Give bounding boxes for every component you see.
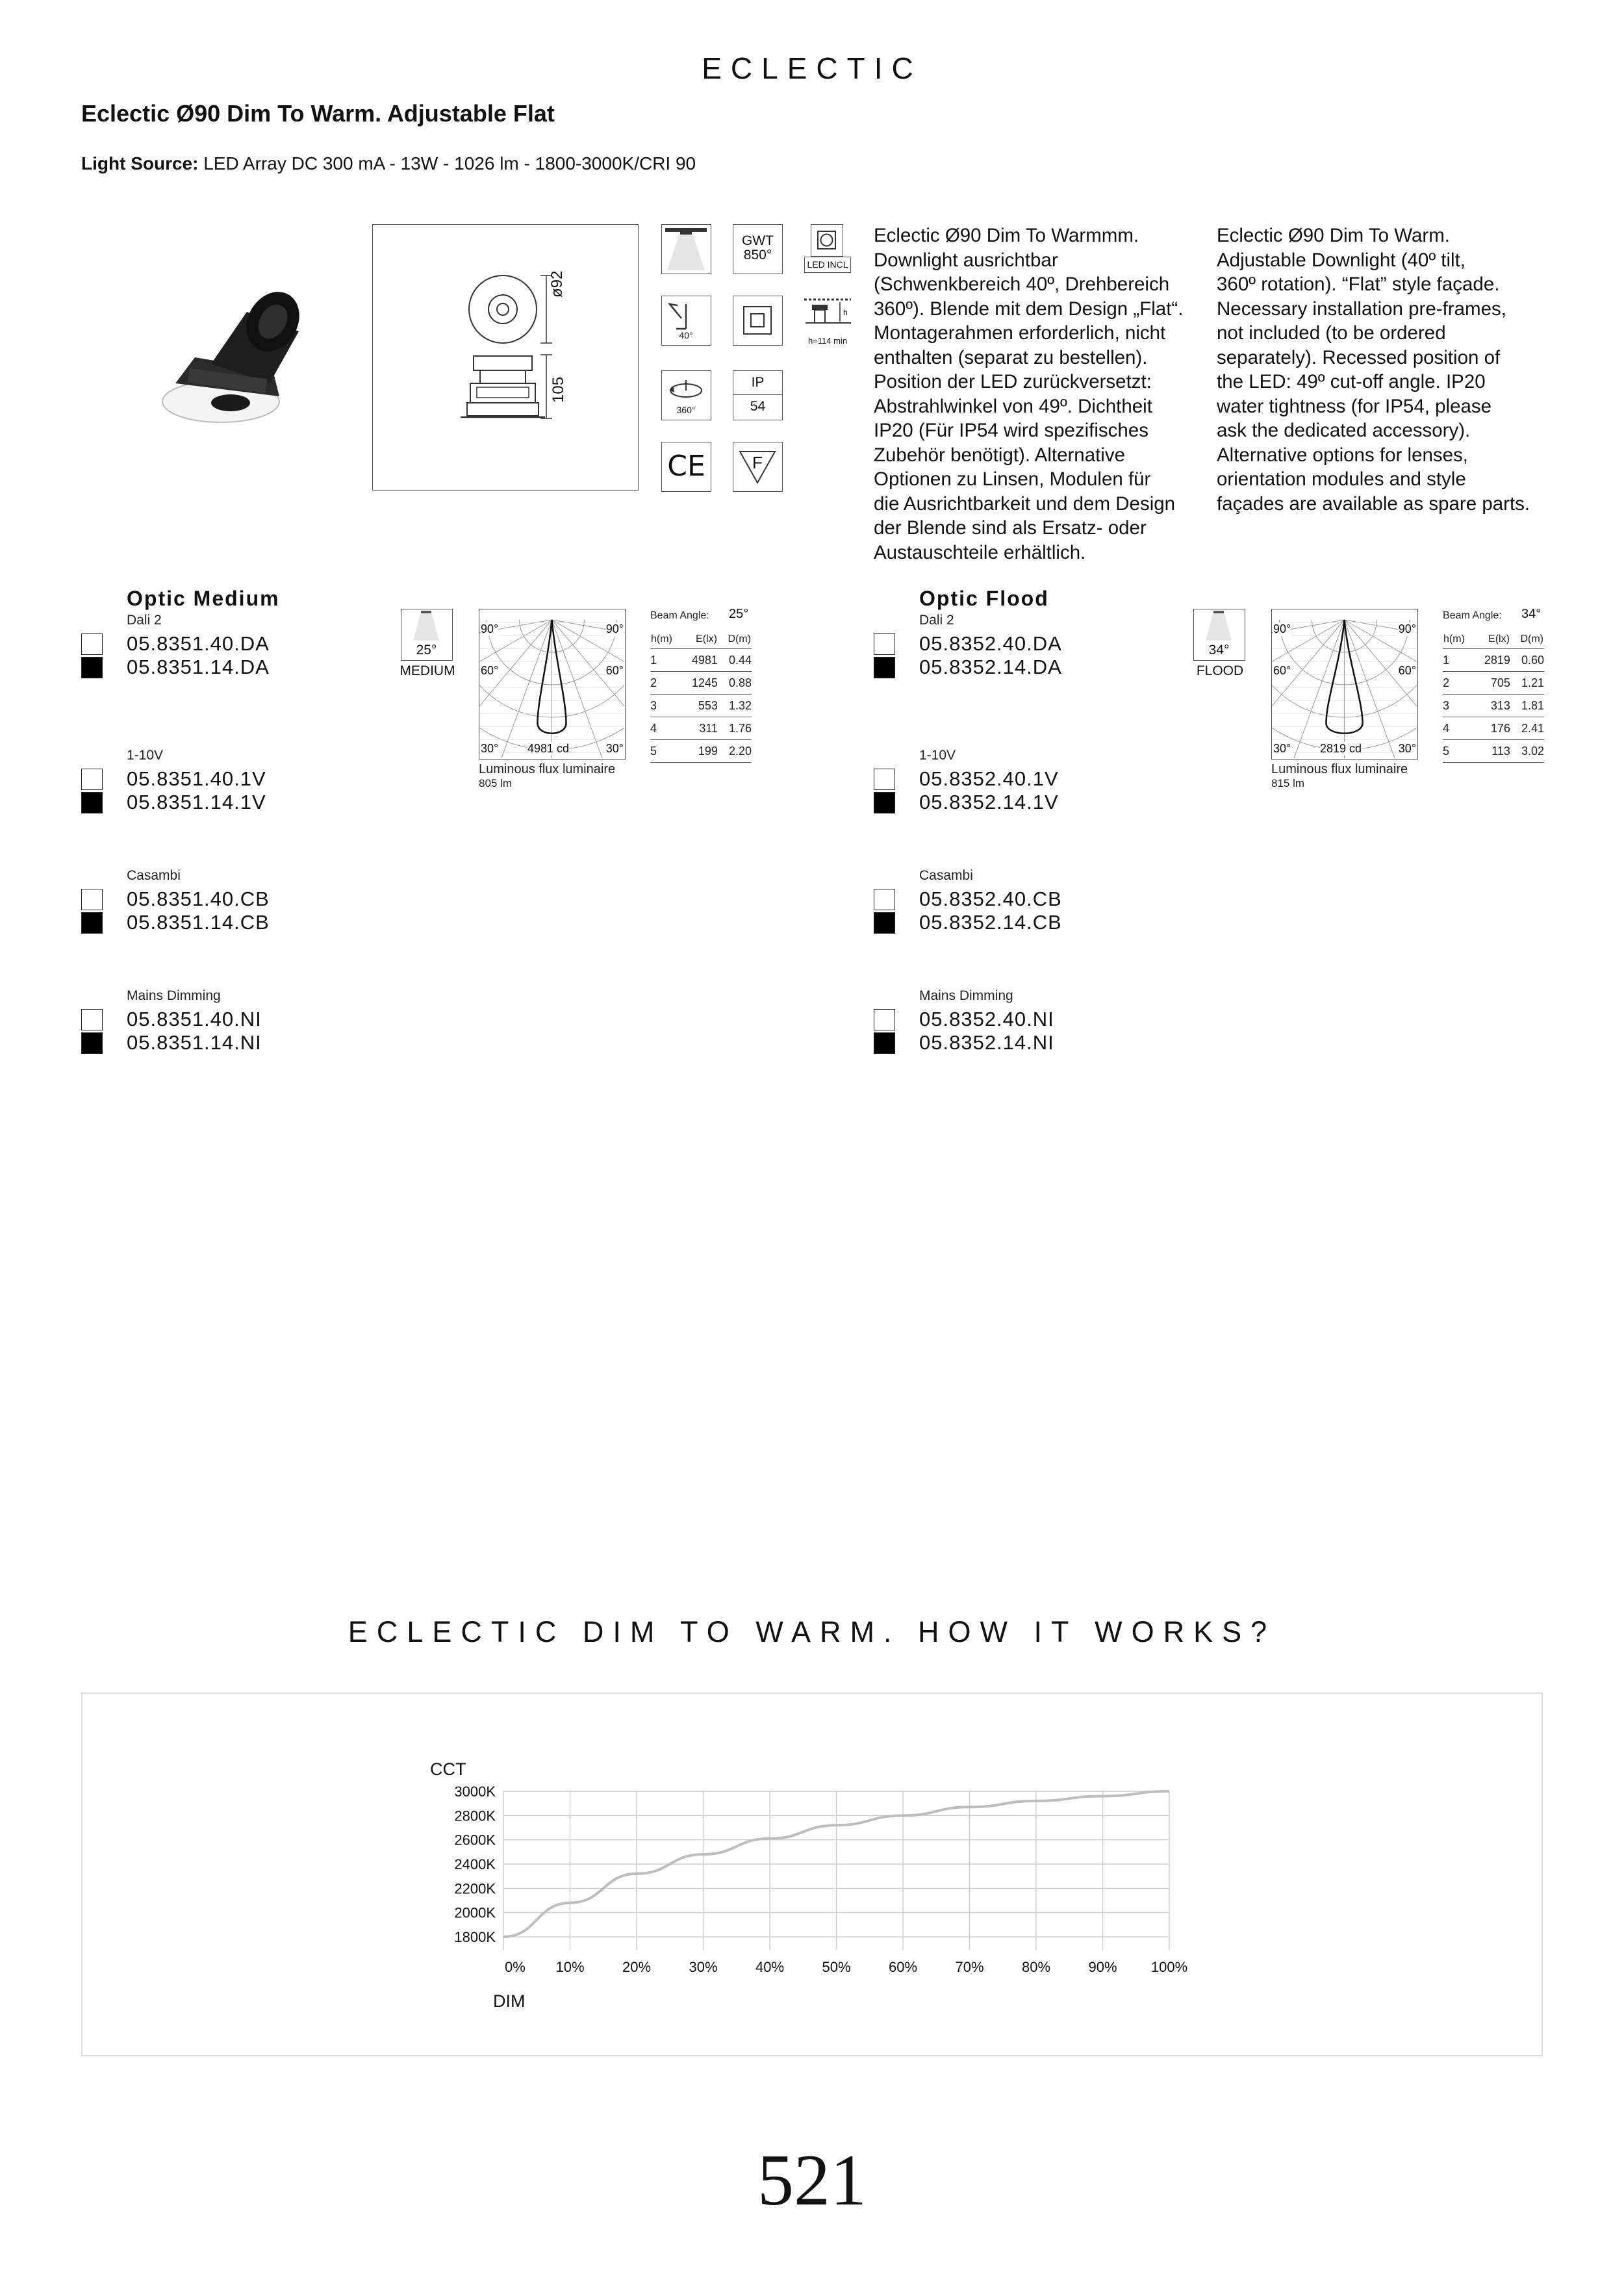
- illuminance-table-header: [650, 630, 752, 649]
- product-code: 05.8352.40.CB: [919, 888, 1062, 910]
- illuminance-table-heading: h(m): [1443, 633, 1465, 645]
- y-tick-label: 2400K: [454, 1856, 496, 1872]
- illuminance-table-cell: 113: [1491, 744, 1510, 758]
- illuminance-table-cell: 5: [650, 744, 657, 758]
- polar-diagram: [479, 609, 626, 760]
- y-tick-label: 1800K: [454, 1929, 496, 1945]
- y-tick-label: 2000K: [454, 1904, 496, 1921]
- illuminance-table-cell: 0.88: [728, 676, 752, 689]
- ce-mark-label: CE: [667, 450, 705, 483]
- led-included-label: LED INCL: [804, 257, 851, 273]
- y-tick-label: 3000K: [454, 1783, 496, 1800]
- gwt-label: GWT: [742, 233, 774, 248]
- gwt-value: 850°: [743, 248, 772, 262]
- x-tick-label: 70%: [955, 1959, 984, 1975]
- dimension-drawing: [372, 224, 639, 491]
- polar-label: 4981 cd: [527, 742, 570, 755]
- light-source-label: Light Source:: [81, 153, 199, 173]
- product-code: 05.8351.40.DA: [127, 632, 270, 655]
- illuminance-table-cell: 4: [1443, 721, 1450, 735]
- light-source-value: LED Array DC 300 mA - 13W - 1026 lm - 1800-3000K/CRI 90: [198, 153, 696, 173]
- polar-label: 90°: [1273, 622, 1291, 635]
- x-tick-label: 30%: [689, 1959, 718, 1975]
- svg-text:h: h: [843, 308, 848, 317]
- beam-angle-icon: [401, 609, 453, 661]
- gwt-icon: [733, 224, 783, 274]
- illuminance-table-cell: 3.02: [1521, 744, 1544, 758]
- control-type-label: Dali 2: [127, 613, 162, 628]
- illuminance-table-cell: 705: [1490, 676, 1510, 689]
- ip-rating-icon: [733, 370, 783, 420]
- product-code: 05.8351.14.1V: [127, 791, 266, 813]
- control-type-label: Mains Dimming: [919, 988, 1013, 1003]
- description-german: Eclectic Ø90 Dim To Warmmm. Downlight ausrichtbar (Schwenkbereich 40º, Drehbereich 360º). Blende mit dem Design „Flat“. Montagerahmen erforderlich, nicht enthalten (separat zu bestellen). Position der LED zurückversetzt: Abstrahlwinkel von 49º. Dichtheit IP20 (Für IP54 wird spezifisches Zubehör benötigt). Alternative Optionen zu Linsen, Modulen für die Ausrichtbarkeit und dem Design der Blende sind als Ersatz- oder Austauschteile erhältlich.: [874, 225, 1184, 563]
- polar-label: 90°: [1398, 622, 1416, 635]
- polar-label: 30°: [481, 742, 499, 755]
- product-code: 05.8352.14.NI: [919, 1031, 1054, 1054]
- illuminance-table-cell: 1: [650, 653, 657, 667]
- x-tick-label: 60%: [888, 1959, 918, 1975]
- illuminance-table-cell: 1.76: [728, 721, 752, 735]
- product-code: 05.8352.14.1V: [919, 791, 1059, 813]
- illuminance-table-cell: 553: [698, 698, 718, 712]
- black-finish-swatch: [81, 912, 103, 934]
- control-type-label: Dali 2: [919, 613, 954, 628]
- x-tick-label: 0%: [505, 1959, 526, 1975]
- ce-mark-icon: [661, 442, 711, 492]
- illuminance-table-row: [1443, 695, 1544, 717]
- beam-type-label: FLOOD: [1196, 663, 1244, 678]
- illuminance-table-row: [650, 649, 752, 672]
- illuminance-table-row: [650, 672, 752, 695]
- y-axis-label: CCT: [430, 1759, 466, 1779]
- white-finish-swatch: [874, 1009, 895, 1030]
- black-finish-swatch: [81, 1032, 103, 1054]
- illuminance-table-heading: D(m): [1520, 633, 1543, 645]
- illuminance-table-row: [1443, 672, 1544, 695]
- product-code: 05.8351.14.CB: [127, 911, 270, 934]
- luminous-flux-label: Luminous flux luminaire: [1271, 762, 1408, 776]
- polar-label: 60°: [1273, 664, 1291, 677]
- product-code: 05.8352.14.CB: [919, 911, 1062, 934]
- illuminance-table-cell: 199: [698, 744, 718, 758]
- control-type-label: Mains Dimming: [127, 988, 221, 1003]
- beam-angle-label: Beam Angle:: [1443, 610, 1502, 621]
- x-axis-label: DIM: [493, 1991, 526, 2011]
- x-tick-label: 40%: [755, 1959, 785, 1975]
- illuminance-table-header: [1443, 630, 1544, 649]
- x-tick-label: 50%: [822, 1959, 851, 1975]
- polar-label: 60°: [605, 664, 624, 677]
- white-finish-swatch: [81, 1009, 103, 1030]
- control-type-label: 1-10V: [919, 748, 956, 763]
- illuminance-table-row: [1443, 717, 1544, 740]
- polar-label: 30°: [1398, 742, 1416, 755]
- illuminance-table-cell: 1.21: [1521, 676, 1544, 689]
- white-finish-swatch: [81, 769, 103, 790]
- polar-label: 90°: [605, 622, 624, 635]
- tilt-icon: [661, 296, 711, 346]
- white-finish-swatch: [874, 769, 895, 790]
- illuminance-table-cell: 2819: [1484, 653, 1510, 667]
- height-dimension-label: 105: [550, 376, 567, 403]
- black-finish-swatch: [874, 657, 895, 678]
- illuminance-table-cell: 311: [699, 721, 718, 735]
- illuminance-table-cell: 313: [1490, 698, 1510, 712]
- black-finish-swatch: [874, 1032, 895, 1054]
- illuminance-table-cell: 1.81: [1521, 698, 1544, 712]
- black-finish-swatch: [81, 657, 103, 678]
- white-finish-swatch: [874, 889, 895, 910]
- polar-diagram: [1271, 609, 1418, 760]
- f-mark-icon: [733, 442, 783, 492]
- illuminance-table-row: [1443, 649, 1544, 672]
- illuminance-table-row: [650, 717, 752, 740]
- polar-label: 60°: [481, 664, 499, 677]
- polar-grid-ray: [1293, 620, 1345, 758]
- rotation-label: 360°: [676, 405, 696, 415]
- f-mark-label: F: [752, 453, 763, 472]
- y-tick-label: 2200K: [454, 1880, 496, 1897]
- polar-label: 30°: [605, 742, 624, 755]
- illuminance-table-cell: 3: [650, 698, 657, 712]
- illuminance-table-cell: 2.41: [1521, 721, 1544, 735]
- recess-height-icon: [804, 296, 851, 354]
- page-number: 521: [757, 2140, 867, 2221]
- x-tick-label: 80%: [1021, 1959, 1051, 1975]
- how-it-works-title: ECLECTIC DIM TO WARM. HOW IT WORKS?: [348, 1615, 1276, 1648]
- beam-type-label: MEDIUM: [400, 663, 455, 678]
- illuminance-table-cell: 4: [650, 721, 657, 735]
- illuminance-table-row: [650, 740, 752, 763]
- illuminance-table-cell: 3: [1443, 698, 1450, 712]
- product-code: 05.8351.14.DA: [127, 656, 270, 678]
- illuminance-table-cell: 2: [1443, 676, 1450, 689]
- optic-title: Optic Flood: [919, 587, 1049, 610]
- illuminance-table-heading: E(lx): [696, 633, 717, 645]
- diameter-dimension-label: ø92: [548, 270, 566, 298]
- control-type-label: Casambi: [127, 868, 181, 883]
- x-tick-label: 20%: [622, 1959, 652, 1975]
- ip-rating-value: 54: [750, 399, 766, 414]
- illuminance-table-row: [650, 695, 752, 717]
- polar-label: 2819 cd: [1320, 742, 1362, 755]
- min-height-label: h=114 min: [807, 336, 848, 346]
- beam-angle-icon-value: 34°: [1208, 643, 1230, 658]
- x-tick-label: 100%: [1150, 1959, 1188, 1975]
- cct-chart: [82, 1694, 1542, 2055]
- product-code: 05.8351.40.1V: [127, 767, 266, 790]
- product-code: 05.8352.40.NI: [919, 1008, 1054, 1030]
- product-code: 05.8351.14.NI: [127, 1031, 262, 1054]
- product-code: 05.8352.40.DA: [919, 632, 1062, 655]
- description-english: Eclectic Ø90 Dim To Warm. Adjustable Downlight (40º tilt, 360º rotation). “Flat” style façade. Necessary installation pre-frames, not included (to be ordered separately). Recessed position of the LED: 49º cut-off angle. IP20 water tightness (for IP54, please ask the dedicated accessory). Alternative options for lenses, orientation modules and style façades are available as spare parts.: [1217, 225, 1530, 515]
- product-photo: [149, 286, 318, 442]
- polar-grid-ray: [501, 620, 552, 758]
- optic-title: Optic Medium: [127, 587, 280, 610]
- luminous-flux-value: 815 lm: [1271, 777, 1305, 789]
- tilt-label: 40°: [679, 330, 693, 340]
- polar-grid-ray: [1345, 620, 1396, 758]
- luminous-flux-label: Luminous flux luminaire: [479, 762, 616, 776]
- beam-angle-icon-value: 25°: [416, 643, 437, 658]
- illuminance-table: [1443, 630, 1544, 763]
- cct-chart-panel: [81, 1693, 1543, 2056]
- illuminance-table-heading: h(m): [651, 633, 672, 645]
- y-tick-label: 2600K: [454, 1832, 496, 1848]
- illuminance-table-row: [1443, 740, 1544, 763]
- downlight-beam-icon: [661, 224, 711, 274]
- polar-label: 30°: [1273, 742, 1291, 755]
- white-finish-swatch: [874, 633, 895, 655]
- luminous-flux-value: 805 lm: [479, 777, 513, 789]
- illuminance-table-cell: 1.32: [728, 698, 752, 712]
- x-tick-label: 90%: [1088, 1959, 1117, 1975]
- polar-label: 90°: [481, 622, 499, 635]
- illuminance-table-cell: 1245: [691, 676, 718, 689]
- control-type-label: 1-10V: [127, 748, 164, 763]
- illuminance-table-heading: D(m): [728, 633, 751, 645]
- illuminance-table-cell: 4981: [691, 653, 718, 667]
- white-finish-swatch: [81, 889, 103, 910]
- product-code: 05.8351.40.NI: [127, 1008, 262, 1030]
- brand-title: ECLECTIC: [702, 51, 922, 85]
- product-code: 05.8352.40.1V: [919, 767, 1059, 790]
- y-tick-label: 2800K: [454, 1808, 496, 1824]
- light-source: [81, 153, 696, 174]
- illuminance-table-cell: 1: [1443, 653, 1450, 667]
- black-finish-swatch: [81, 792, 103, 813]
- beam-angle-value: 34°: [1521, 607, 1542, 621]
- black-finish-swatch: [874, 912, 895, 934]
- illuminance-table-cell: 2: [650, 676, 657, 689]
- control-type-label: Casambi: [919, 868, 973, 883]
- product-title: Eclectic Ø90 Dim To Warm. Adjustable Flat: [81, 100, 555, 127]
- square-frame-icon: [733, 296, 783, 346]
- black-finish-swatch: [874, 792, 895, 813]
- x-tick-label: 10%: [555, 1959, 585, 1975]
- polar-label: 60°: [1398, 664, 1416, 677]
- white-finish-swatch: [81, 633, 103, 655]
- product-code: 05.8351.40.CB: [127, 888, 270, 910]
- illuminance-table-heading: E(lx): [1488, 633, 1510, 645]
- illuminance-table: [650, 630, 752, 763]
- illuminance-table-cell: 0.60: [1521, 653, 1544, 667]
- ip-rating-label: IP: [733, 371, 782, 395]
- illuminance-table-cell: 2.20: [728, 744, 752, 758]
- beam-angle-value: 25°: [729, 607, 749, 621]
- illuminance-table-cell: 176: [1490, 721, 1510, 735]
- illuminance-table-cell: 5: [1443, 744, 1450, 758]
- rotation-icon: [661, 370, 711, 420]
- illuminance-table-cell: 0.44: [728, 653, 752, 667]
- product-code: 05.8352.14.DA: [919, 656, 1062, 678]
- beam-angle-label: Beam Angle:: [650, 610, 709, 621]
- beam-angle-icon: [1193, 609, 1245, 661]
- led-included-icon: [804, 224, 851, 273]
- polar-grid-ray: [552, 620, 603, 758]
